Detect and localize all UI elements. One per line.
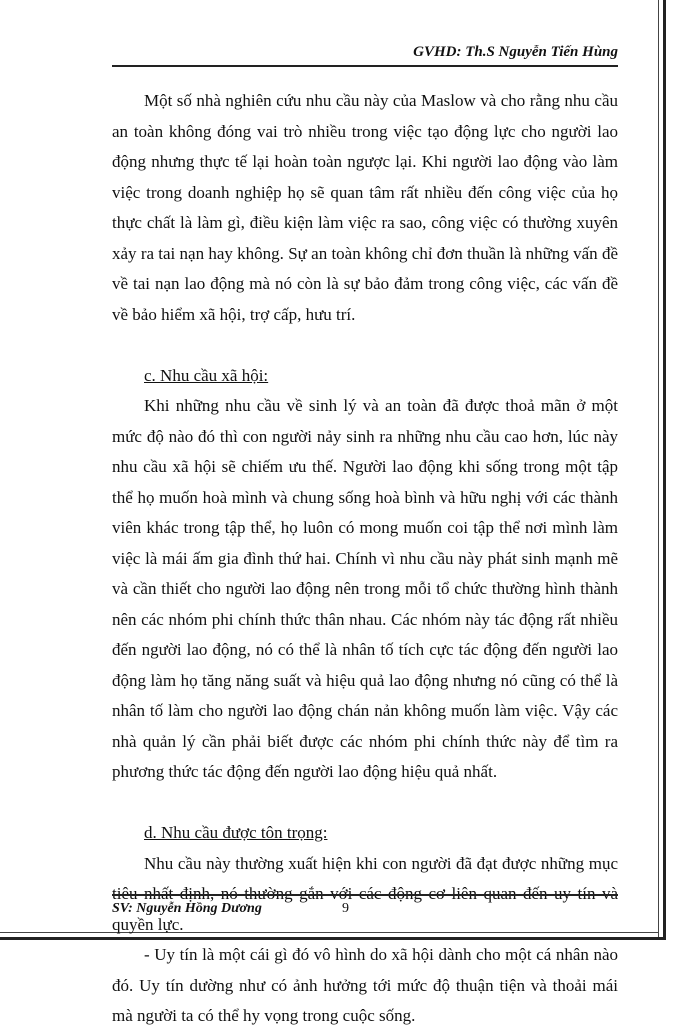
spacer	[112, 788, 618, 819]
spacer	[112, 330, 618, 361]
footer-author: SV: Nguyễn Hồng Dương	[112, 901, 262, 916]
paragraph-prestige: - Uy tín là một cái gì đó vô hình do xã hội dành cho một cá nhân nào đó. Uy tín dường như có ảnh hưởng tới mức độ thuận tiện và thoải mái mà người ta có thể hy vọng trong cuộc sống.	[112, 945, 618, 1025]
paragraph-social-needs: Khi những nhu cầu về sinh lý và an toàn đã được thoả mãn ở một mức độ nào đó thì con người nảy sinh ra những nhu cầu cao hơn, lúc này nhu cầu xã hội sẽ chiếm ưu thế. Người lao động khi sống trong một tập thể họ muốn hoà mình và chung sống hoà bình và hữu nghị với các thành viên khác trong tập thể, họ luôn có mong muốn coi tập thể nơi mình làm việc là mái ấm gia đình thứ hai. Chính vì nhu cầu này phát sinh mạnh mẽ và cần thiết cho người lao động nên trong mỗi tổ chức thường hình thành nên các nhóm phi chính thức thân nhau. Các nhóm này tác động rất nhiều đến người lao động, nó có thể là nhân tố tích cực tác động đến người lao động làm họ tăng năng suất và hiệu quả lao động nhưng nó cũng có thể là nhân tố làm cho người lao động chán nản không muốn làm việc. Vậy các nhà quản lý cần phải biết được các nhóm phi chính thức này để tìm ra phương thức tác động đến người lao động hiệu quả nhất.	[112, 396, 618, 781]
page-border-right-inner	[658, 0, 659, 940]
paragraph-esteem-needs: Nhu cầu này thường xuất hiện khi con người đã đạt được những mục quyền lực.	[112, 853, 618, 934]
page-number: 9	[342, 901, 349, 916]
footer-rule	[112, 894, 618, 896]
page-footer	[112, 880, 618, 920]
paragraph-safety-needs: Một số nhà nghiên cứu nhu cầu này của Maslow và cho rằng nhu cầu an toàn không đóng vai trò nhiều trong việc tạo động lực cho người lao động nhưng thực tế lại hoàn toàn ngược lại. Khi người lao động vào làm việc trong doanh nghiệp họ sẽ quan tâm rất nhiều đến công việc của họ thực chất là làm gì, điều kiện làm việc ra sao, công việc có thường xuyên xảy ra tai nạn hay không. Sự an toàn không chỉ đơn thuần là những vấn đề về tai nạn lao động mà nó còn là sự bảo đảm trong công việc, các vấn đề về bảo hiểm xã hội, trợ cấp, hưu trí.	[112, 91, 618, 324]
page-header	[112, 38, 618, 68]
page-border-right	[663, 0, 666, 940]
header-rule	[112, 65, 618, 67]
heading-social-needs: c. Nhu cầu xã hội:	[144, 365, 269, 385]
header-supervisor: GVHD: Th.S Nguyễn Tiến Hùng	[413, 44, 618, 60]
heading-esteem-needs: d. Nhu cầu được tôn trọng:	[144, 823, 328, 842]
